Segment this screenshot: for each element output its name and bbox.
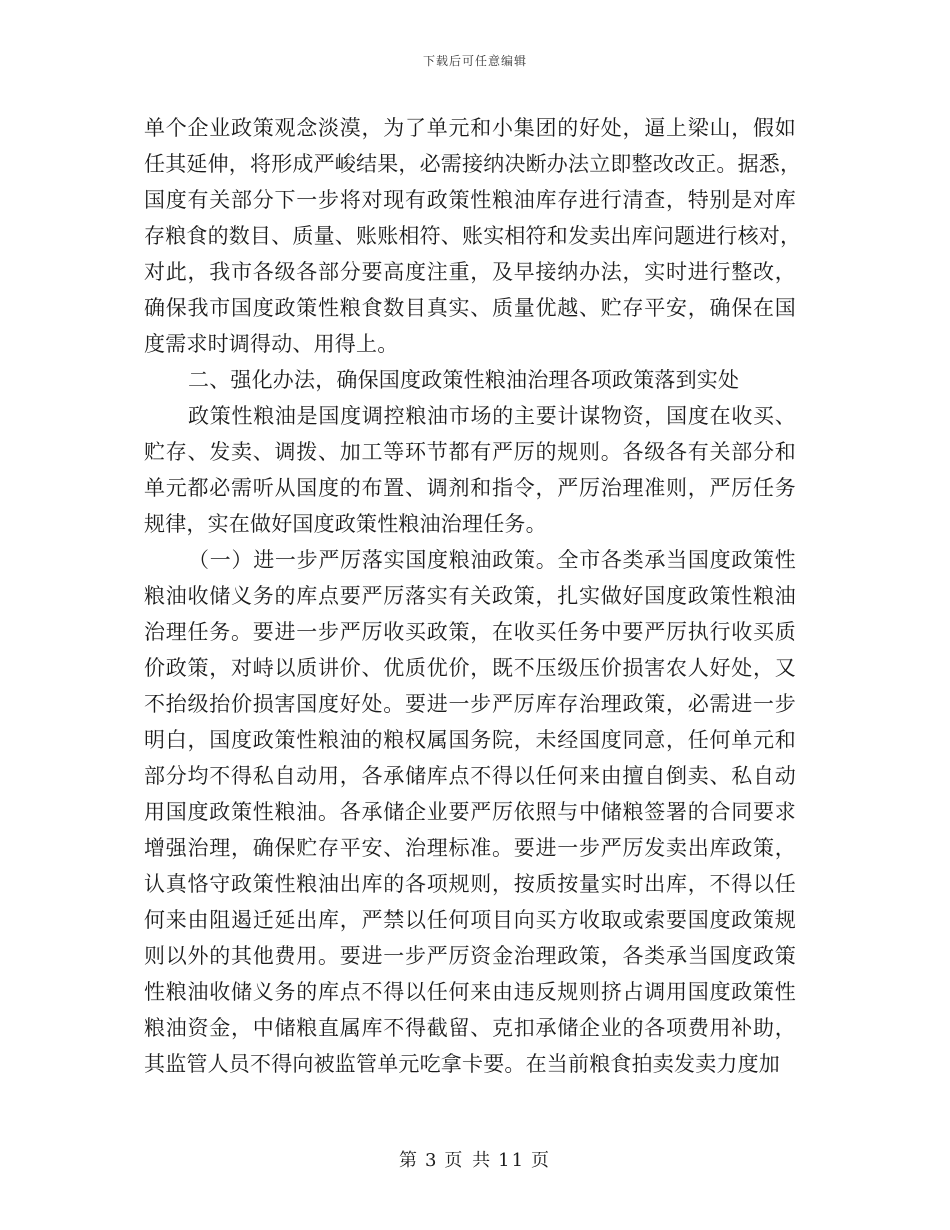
footer-page-number: 3 bbox=[424, 1150, 439, 1171]
text-line: 任其延伸，将形成严峻结果，必需接纳决断办法立即整改改正。据悉， bbox=[144, 152, 802, 176]
text-line: 二、强化办法，确保国度政策性粮油治理各项政策落到实处 bbox=[188, 368, 740, 392]
text-line: 价政策，对峙以质讲价、优质优价，既不压级压价损害农人好处，又 bbox=[144, 656, 796, 680]
text-line: 粮油资金，中储粮直属库不得截留、克扣承储企业的各项费用补助， bbox=[144, 1016, 796, 1040]
text-line: 性粮油收储义务的库点不得以任何来由违反规则挤占调用国度政策性 bbox=[144, 980, 796, 1004]
document-body bbox=[144, 110, 802, 1082]
text-line: 明白，国度政策性粮油的粮权属国务院，未经国度同意，任何单元和 bbox=[144, 728, 796, 752]
text-line: 何来由阻遏迁延出库，严禁以任何项目向买方收取或索要国度政策规 bbox=[144, 908, 796, 932]
text-line: 国度有关部分下一步将对现有政策性粮油库存进行清查，特别是对库 bbox=[144, 188, 796, 212]
text-line: 贮存、发卖、调拨、加工等环节都有严厉的规则。各级各有关部分和 bbox=[144, 440, 796, 464]
text-line: 认真恪守政策性粮油出库的各项规则，按质按量实时出库，不得以任 bbox=[144, 872, 796, 896]
footer-prefix: 第 bbox=[398, 1150, 419, 1171]
text-line: 则以外的其他费用。要进一步严厉资金治理政策，各类承当国度政策 bbox=[144, 944, 796, 968]
text-line: 增强治理，确保贮存平安、治理标准。要进一步严厉发卖出库政策， bbox=[144, 836, 796, 860]
text-line: 不抬级抬价损害国度好处。要进一步严厉库存治理政策，必需进一步 bbox=[144, 692, 796, 716]
text-line: 治理任务。要进一步严厉收买政策，在收买任务中要严厉执行收买质 bbox=[144, 620, 796, 644]
text-line: 度需求时调得动、用得上。 bbox=[144, 332, 399, 356]
text-line: 政策性粮油是国度调控粮油市场的主要计谋物资，国度在收买、 bbox=[188, 404, 796, 428]
text-line: （一）进一步严厉落实国度粮油政策。全市各类承当国度政策性 bbox=[188, 548, 796, 572]
footer-middle: 页 共 bbox=[444, 1150, 493, 1171]
text-line: 规律，实在做好国度政策性粮油治理任务。 bbox=[144, 512, 547, 536]
text-line: 存粮食的数目、质量、账账相符、账实相符和发卖出库问题进行核对， bbox=[144, 224, 802, 248]
text-line: 部分均不得私自动用，各承储库点不得以任何来由擅自倒卖、私自动 bbox=[144, 764, 796, 788]
page-footer bbox=[0, 1146, 950, 1172]
page-header: 下载后可任意编辑 bbox=[422, 54, 527, 68]
text-line: 用国度政策性粮油。各承储企业要严厉依照与中储粮签署的合同要求 bbox=[144, 800, 796, 824]
footer-suffix: 页 bbox=[531, 1150, 552, 1171]
footer-total-pages: 11 bbox=[498, 1150, 526, 1171]
text-line: 粮油收储义务的库点要严厉落实有关政策，扎实做好国度政策性粮油 bbox=[144, 584, 796, 608]
text-line: 对此，我市各级各部分要高度注重，及早接纳办法，实时进行整改， bbox=[144, 260, 796, 284]
text-line: 其监管人员不得向被监管单元吃拿卡要。在当前粮食拍卖发卖力度加 bbox=[144, 1052, 780, 1076]
text-line: 单个企业政策观念淡漠，为了单元和小集团的好处，逼上梁山，假如 bbox=[144, 116, 796, 140]
text-line: 单元都必需听从国度的布置、调剂和指令，严厉治理准则，严厉任务 bbox=[144, 476, 796, 500]
text-line: 确保我市国度政策性粮食数目真实、质量优越、贮存平安，确保在国 bbox=[144, 296, 796, 320]
